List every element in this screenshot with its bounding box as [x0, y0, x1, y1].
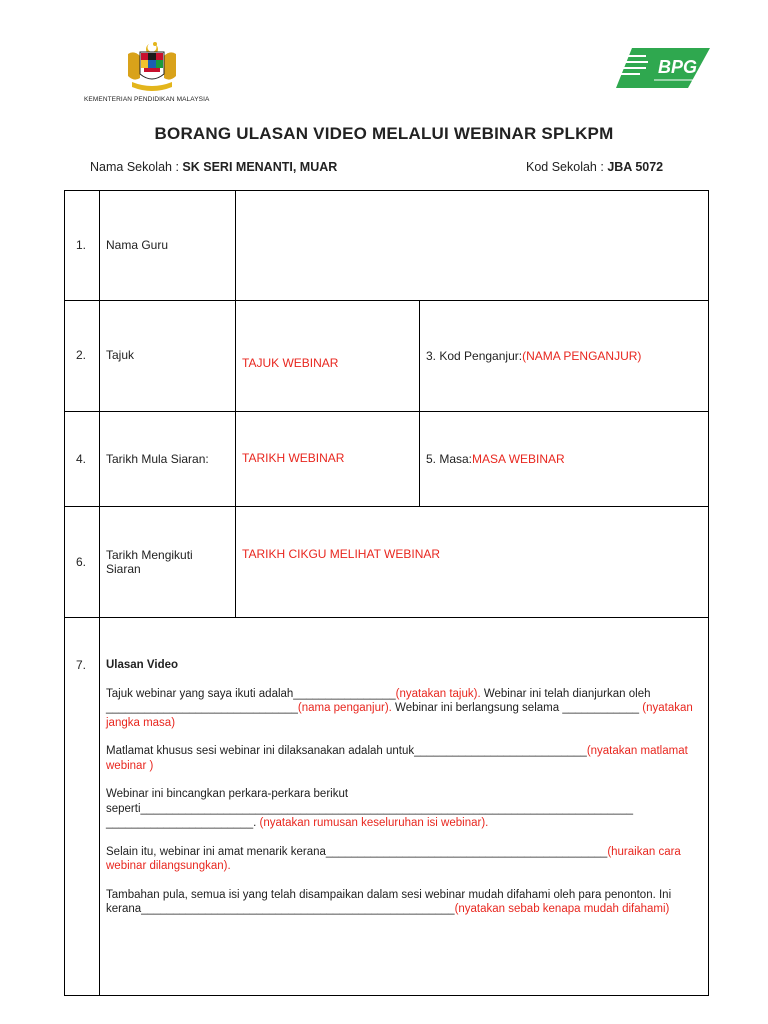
- kod-penganjur: [426, 349, 641, 363]
- form-title: BORANG ULASAN VIDEO MELALUI WEBINAR SPLKPM: [154, 124, 614, 143]
- school-name-value: SK SERI MENANTI, MUAR: [182, 160, 338, 174]
- row-number: 2.: [76, 348, 87, 362]
- row-number: 1.: [76, 238, 87, 252]
- tarikh-mengikuti-label-line2: Siaran: [106, 562, 141, 576]
- tarikh-mengikuti-value[interactable]: TARIKH CIKGU MELIHAT WEBINAR: [242, 547, 441, 561]
- masa: [426, 452, 565, 466]
- ulasan-paragraph: Tambahan pula, semua isi yang telah disampaikan dalam sesi webinar mudah difahami oleh para penonton. Ini kerana_________________________________________________(nyatakan sebab kenapa mudah difahami): [106, 888, 672, 915]
- row-number: 4.: [76, 452, 87, 466]
- ulasan-paragraph: Tajuk webinar yang saya ikuti adalah________________(nyatakan tajuk). Webinar ini telah dianjurkan oleh ______________________________(nama penganjur). Webinar ini berlangsung selama ____________ (nyatakan jangka masa): [106, 687, 693, 729]
- ulasan-paragraph: Selain itu, webinar ini amat menarik kerana____________________________________________(huraikan cara webinar dilangsungkan).: [106, 845, 681, 872]
- bpg-logo-text: BPG: [658, 57, 698, 77]
- masa-label: 5. Masa:: [426, 452, 473, 466]
- school-code: [526, 160, 663, 174]
- tarikh-mengikuti-label: [106, 548, 193, 576]
- malaysia-coat-of-arms-icon: [122, 40, 182, 92]
- row-number: 6.: [76, 555, 87, 569]
- school-code-value: JBA 5072: [607, 160, 664, 174]
- nama-guru-label: Nama Guru: [106, 238, 169, 252]
- masa-value[interactable]: MASA WEBINAR: [472, 452, 565, 466]
- tajuk-label: Tajuk: [106, 348, 135, 362]
- kod-penganjur-label: 3. Kod Penganjur:: [426, 349, 523, 363]
- school-code-label: Kod Sekolah :: [526, 160, 608, 174]
- kod-penganjur-value[interactable]: (NAMA PENGANJUR): [522, 349, 642, 363]
- ulasan-video-section: [106, 658, 696, 931]
- ulasan-heading: Ulasan Video: [106, 659, 179, 671]
- ministry-name: KEMENTERIAN PENDIDIKAN MALAYSIA: [84, 96, 210, 103]
- tarikh-mengikuti-label-line1: Tarikh Mengikuti: [106, 548, 193, 562]
- school-name: [90, 160, 337, 174]
- tarikh-mula-siaran-label: Tarikh Mula Siaran:: [106, 452, 209, 466]
- row-number: 7.: [76, 658, 87, 672]
- school-name-label: Nama Sekolah :: [90, 160, 183, 174]
- ulasan-paragraph: Webinar ini bincangkan perkara-perkara berikut seperti_____________________________________________________________________________ _______________________. (nyatakan rumusan keseluruhan isi webinar).: [106, 788, 633, 829]
- ulasan-paragraph: Matlamat khusus sesi webinar ini dilaksanakan adalah untuk___________________________(nyatakan matlamat webinar ): [106, 745, 688, 772]
- tajuk-value[interactable]: TAJUK WEBINAR: [242, 356, 339, 370]
- bpg-logo-icon: [614, 42, 710, 90]
- kpm-logo: [84, 40, 234, 106]
- tarikh-mula-siaran-value[interactable]: TARIKH WEBINAR: [242, 451, 345, 465]
